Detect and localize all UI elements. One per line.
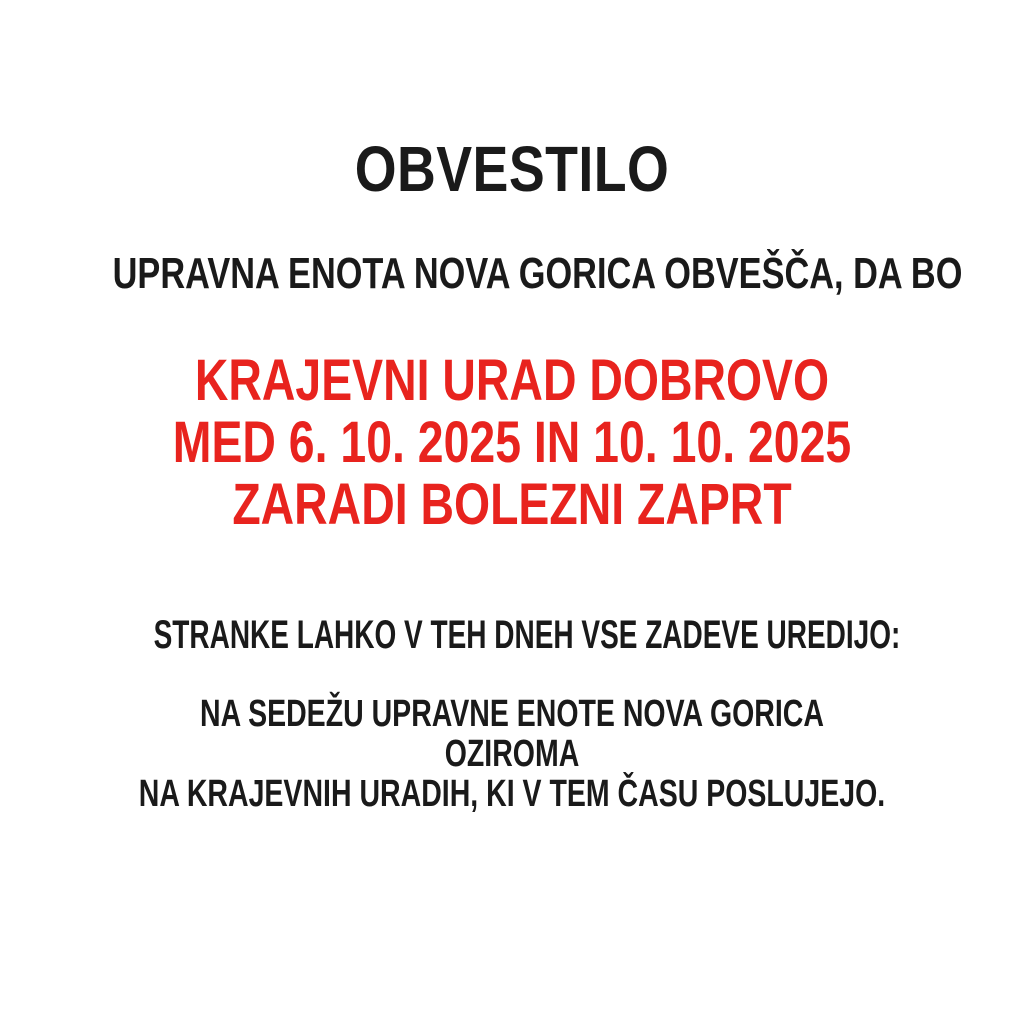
closure-dates-line: MED 6. 10. 2025 IN 10. 10. 2025 [172, 410, 852, 475]
closure-announcement [102, 350, 921, 536]
closure-reason-line: ZARADI BOLEZNI ZAPRT [232, 472, 792, 537]
info-heading: STRANKE LAHKO V TEH DNEH VSE ZADEVE UREDIJO: [153, 613, 901, 657]
info-line-local-offices: NA KRAJEVNIH URADIH, KI V TEM ČASU POSLUJEJO. [138, 773, 886, 815]
closure-office-line: KRAJEVNI URAD DOBROVO [194, 348, 830, 413]
info-line-headquarters: NA SEDEŽU UPRAVNE ENOTE NOVA GORICA [200, 693, 824, 735]
notice-subtitle: UPRAVNA ENOTA NOVA GORICA OBVEŠČA, DA BO [112, 249, 963, 298]
notice-title: OBVESTILO [354, 133, 670, 205]
info-line-or: OZIROMA [444, 733, 580, 775]
alternative-options [128, 694, 896, 814]
